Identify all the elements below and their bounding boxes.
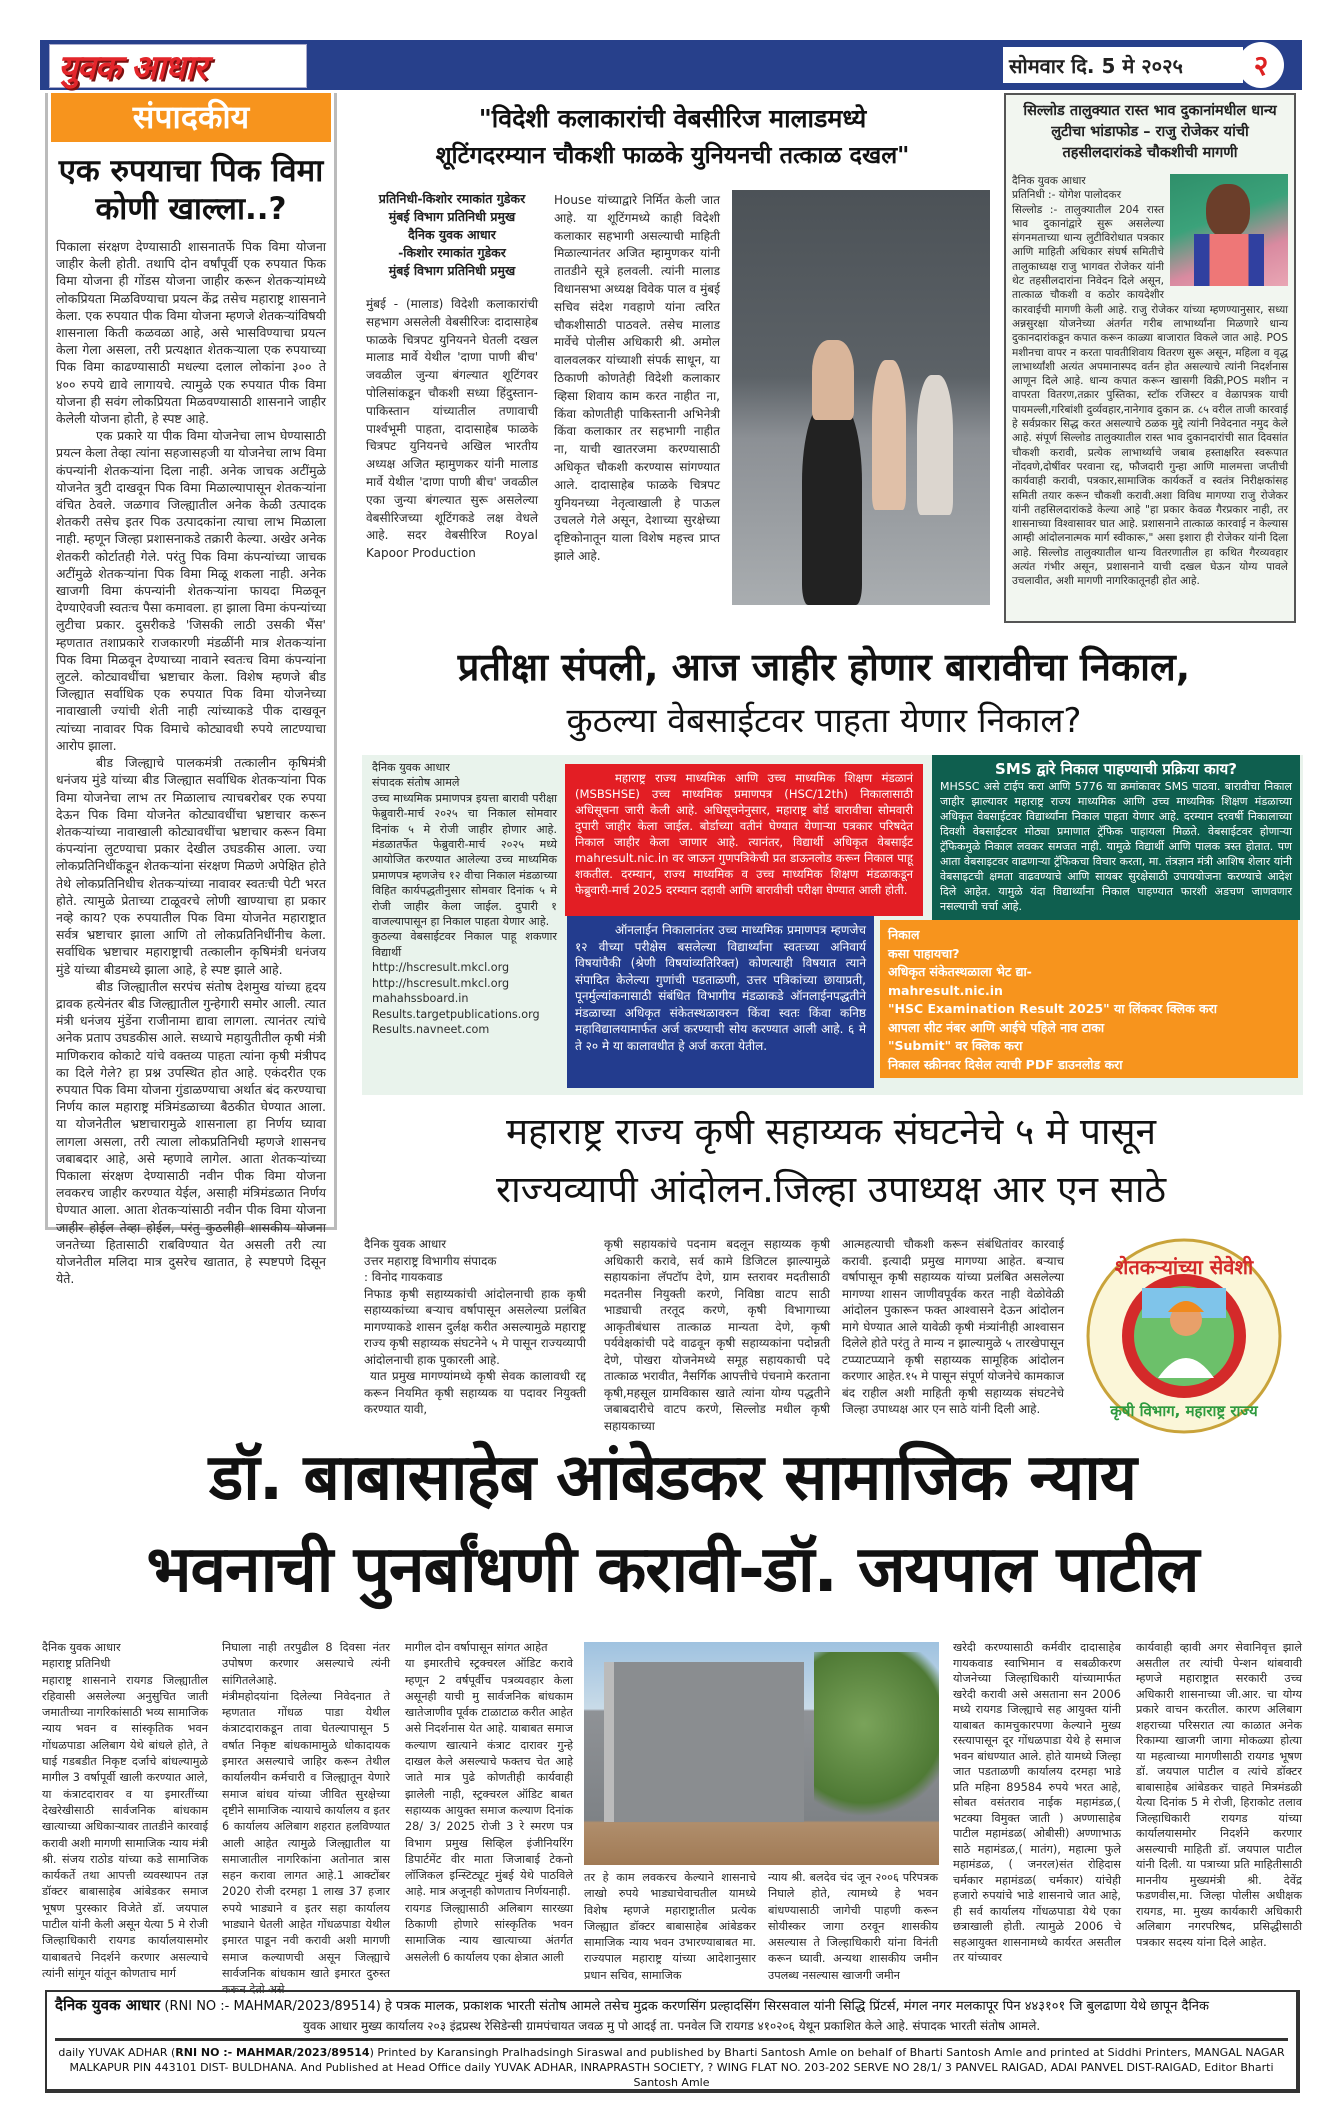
paragraph: एक प्रकारे या पीक विमा योजनेचा लाभ घेण्यासाठी प्रयत्न केला तेव्हा त्यांना सहजासहजी या योजनेचा लाभ विमा कंपन्यांनी शेतकऱ्यांना दिला नाही. अनेक जाचक अटींमुळे योजनेत त्रुटी दाखवून पिक विमा मिळाल्यापासून शेतकऱ्यांना वंचित ठेवले. जळगाव जिल्ह्यातील अनेक केळी उत्पादक शेतकरी तसेच इतर पिक उत्पादकांना त्याचा लाभ मिळाला नाही. म्हणून जिल्हा प्रशासनाकडे तक्रारी केल्या. अखेर अनेक शेतकरी कोर्टातही गेले. परंतु पिक विमा कंपन्यांच्या जाचक अटींमुळे शेतकऱ्यांना पिक विमा मिळू शकला नाही. अनेक खाजगी विमा कंपन्यांनी शेतकऱ्यांना फायदा मिळवून देण्याऐवजी स्वतःच पैसा कमावला. हा झाला विमा कंपन्यांच्या लुटीचा प्रकार. दुसरीकडे 'जिसकी लाठी उसकी भैंस' म्हणतात तशाप्रकारे राजकारणी मंडळींनी मात्र शेतकऱ्यांना पिक विमा मिळवून देण्याच्या नावाने स्वतःच विमा कंपन्यांना लुटले. कोट्यावधींचा भ्रष्टाचार केला. विशेष म्हणजे बीड जिल्ह्यात सर्वाधिक एक रुपयात पिक विमा योजनेच्या नावाखाली ज्यांची शेती नाही त्यांच्याकडे पीक दाखवून त्यांच्या नावावर पिक विमाचे कोट्यावधी रुपये लाटण्याचा आरोप झाला. [56, 428, 326, 753]
paragraph: पिकाला संरक्षण देण्यासाठी शासनातर्फे पिक विमा योजना जाहीर केली होती. तथापि दोन वर्षांपूर्वी एक रुपयात फिक विमा योजना ही गोंडस योजना जाहीर करून शेतकऱ्यांमध्ये लोकप्रियता मिळविण्याचा प्रयत्न केंद्र तसेच महाराष्ट्र शासनाने केला. एक रुपयात पीक विमा योजना म्हणजे शेतकऱ्यांविषयी शासनाला किती कळवळा आहे, असे भासविण्याचा प्रयत्न केला गेला असला, तरी प्रत्यक्षात शेतकऱ्याला एक रुपयाच्या पिक विमा काढण्यासाठी मधल्या दलाल लोकांना ३०० ते ४०० रुपये द्यावे लागायचे. त्यामुळे एक रुपयात पीक विमा योजना ही सवंग लोकप्रियता मिळवण्यासाठी शासनाने जाहीर केलेली योजना होती, हे स्पष्ट आहे. [56, 239, 326, 427]
newspaper-logo [49, 44, 307, 88]
footer-brand: दैनिक युवक आधार [55, 1996, 161, 2014]
results-headline: प्रतीक्षा संपली, आज जाहीर होणार बारावीचा निकाल, [457, 645, 1191, 689]
how-to-check-box [880, 920, 1298, 1078]
headline-line: महाराष्ट्र राज्य कृषी सहाय्यक संघटनेचे ५ मे पासून [505, 1110, 1157, 1153]
ambedkar-column-1 [42, 1640, 208, 1982]
revaluation-box: ऑनलाईन निकालानंतर उच्च माध्यमिक प्रमाणपत्र म्हणजेच १२ वीच्या परीक्षेस बसलेल्या विद्यार्थ्यांना स्वतःच्या अनिवार्य विषयांपैकी (श्रेणी विषयांव्यतिरिक्त) कोणत्याही विषयात त्याने संपादित केलेल्या गुणांची पडताळणी, उत्तर पत्रिकांच्या छायाप्रती, पूनर्मुल्यांकनासाठी संबंधित विभागीय मंडळाकडे ऑनलाईनपद्धतीने मंडळाच्या अधिकृत संकेतस्थळावरुन किंवा स्वतः किंवा कनिष्ठ महाविद्यालयामार्फत अर्ज करण्याची सोय करण्यात आली आहे. ६ मे ते २० मे या कालावधीत हे अर्ज करता येतील. [567, 916, 874, 1088]
paragraph: यात प्रमुख मागण्यांमध्ये कृषी सेवक कालावधी रद्द करून नियमित कृषी सहाय्यक या पदावर नियुक्ती करण्यात यावी, [364, 1369, 586, 1416]
article-column: मुंबई - (मालाड) विदेशी कलाकारांची सहभाग असलेली वेबसीरिजः दादासाहेब फाळके चित्रपट युनियनने घेतली दखल मालाड मार्वे येथील 'दाणा पाणी बीच' जवळील जुन्या बंगल्यात शूटिंगवर पोलिसांकडून चौकशी सध्या हिंदुस्तान-पाकिस्तान यांच्यातील तणावाची पार्श्वभूमी पाहता, दादासाहेब फाळके चित्रपट युनियनचे अखिल भारतीय अध्यक्ष अजित म्हामुणकर यांनी मालाड मार्वे येथील 'दाणा पाणी बीच' जवळील एका जुन्या बंगल्यात सुरू असलेल्या वेबसीरिजच्या शूटिंगकडे लक्ष वेधले आहे. सदर वेबसीरिज Royal Kapoor Production [366, 297, 538, 561]
editorial-body [56, 238, 326, 1287]
headline-line: डॉ. बाबासाहेब आंबेडकर सामाजिक न्याय [209, 1441, 1136, 1515]
issue-date: सोमवार दि. 5 मे २०२५ [1003, 47, 1243, 83]
results-subheadline: कुठल्या वेबसाईटवर पाहता येणार निकाल? [566, 701, 1082, 741]
headline-line: "विदेशी कलाकारांची वेबसीरिज मालाडमध्ये [478, 104, 867, 133]
byline-line: दैनिक युवक आधार [1012, 175, 1086, 187]
byline-line: : विनोद गायकवाड [364, 1270, 443, 1284]
step: mahresult.nic.in [888, 982, 1003, 998]
seal-top-text: शेतकऱ्यांच्या सेवेशी [1114, 1255, 1254, 1279]
sites-label: कुठल्या वेबसाईटवर निकाल पाहू शकणार विद्यार्थी [372, 930, 557, 959]
page-number: २ [1238, 42, 1284, 88]
footer-divider [55, 2038, 1288, 2041]
article-column: House यांच्याद्वारे निर्मित केली जात आहे. या शूटिंगमध्ये काही विदेशी कलाकार सहभागी असल्याची माहिती मिळाल्यानंतर अजित म्हामुणकर यांनी तातडीने सूत्रे हलवली. त्यांनी मालाड विधानसभा अध्यक्ष विवेक पाल व मुंबई सचिव संदेश गवहाणे यांना त्वरित चौकशीसाठी पाठवले. तसेच मालाड मार्वेचे पोलीस अधिकारी श्री. अमोल वालवलकर यांच्याशी संपर्क साधून, या ठिकाणी कोणतेही विदेशी कलाकार व्हिसा शिवाय काम करत नाहीत ना, किंवा कोणतीही पाकिस्तानी अभिनेत्री किंवा कलाकार तर सहभागी नाहीत ना, याची खातरजमा करण्यासाठी अधिकृत चौकशी करण्यास सांगण्यात आले. दादासाहेब फाळके चित्रपट युनियनच्या नेतृत्वाखाली हे पाऊल उचलले गेले असून, देशाच्या सुरक्षेच्या दृष्टिकोनातून याला विशेष महत्त्व प्राप्त झाले आहे. [554, 193, 720, 563]
step: कसा पाहायचा? [888, 945, 960, 961]
byline-line: संपादक संतोष आमले [372, 776, 460, 790]
footer-english-imprint [55, 2045, 1288, 2090]
msbshse-notice-box: महाराष्ट्र राज्य माध्यमिक आणि उच्च माध्यमिक शिक्षण मंडळानं (MSBSHSE) उच्च माध्यमिक प्रमाणपत्र (HSC/12th) निकालासाठी अधिसूचना जारी केली आहे. अधिसूचनेनुसार, महाराष्ट्र बोर्ड बारावीचा सोमवारी दुपारी जाहीर केला जाईल. बोर्डाच्या वतीनं घेण्यात येणाऱ्या पत्रकार परिषदेत निकाल जाहीर केला जाणार आहे. त्यानंतर, विद्यार्थी अधिकृत वेबसाईट mahresult.nic.in वर जाऊन गुणपत्रिकेची प्रत डाऊनलोड करून निकाल पाहू शकतील. दरम्यान, राज्य माध्यमिक व उच्च माध्यमिक शिक्षण मंडळाकडून फेब्रुवारी-मार्च 2025 दरम्यान दहावी आणि बारावीची परीक्षा घेण्यात आली होती. [565, 764, 923, 916]
byline-line: मुंबई विभाग प्रतिनिधी प्रमुख [388, 209, 516, 224]
seal-bottom-text: कृषी विभाग, महाराष्ट्र राज्य [1110, 1402, 1258, 1420]
footer-text: daily YUVAK ADHAR ( [58, 2046, 176, 2059]
footer-marathi-line: युवक आधार मुख्य कार्यालय २०३ इंद्रप्रस्थ रेसिडेन्सी ग्रामपंचायत जवळ मु पो आदई ता. पनवेल जि रायगड ४१०२०६ येथून प्रकाशित केले आहे. संपादक भारती संतोष आमले. [302, 2019, 1041, 2033]
headline-line: भवनाची पुनर्बांधणी करावी-डॉ. जयपाल पाटील [146, 1533, 1199, 1607]
byline-line: दैनिक युवक आधार [372, 761, 450, 774]
bhavan-building-photo [584, 1642, 939, 1865]
ambedkar-column-3: मागील दोन वर्षापासून सांगत आहेत या इमारतीचे स्ट्रक्चरल ऑडिट करावे म्हणून 2 वर्षपूर्वीच पत्रव्यवहार केला असूनही याची मु सार्वजनिक बांधकाम खातेजाणीव पूर्वक टाळाटाळ करीत आहेत असे निदर्शनास येत आहे. याबाबत समाज कल्याण खात्याने कंत्राट दारावर गुन्हे दाखल केले असल्याचे फक्तच चेत आहे जाते मात्र पुढे कोणतीही कार्यवाही झालेली नाही, स्ट्रक्चरल ऑडिट बाबत सहाय्यक आयुक्त समाज कल्याण दिनांक 28/ 3/ 2025 रोजी 3 रे स्मरण पत्र विभाग प्रमुख सिव्हिल इंजीनियरिंग डिपार्टमेंट वीर माता जिजाबाई टेकनो लॉजिकल इन्स्टिट्यूट मुंबई येथे पाठविले आहे. मात्र अजूनही कोणताच निर्णयनाही. रायगड जिल्ह्यासाठी अलिबाग सारख्या ठिकाणी होणारे सांस्कृतिक भवन सामाजिक न्याय खात्याच्या अंतर्गत असलेली 6 कार्यालय एका क्षेत्रात आली [405, 1641, 573, 1964]
ambedkar-column-5: न्याय श्री. बलदेव चंद जून २००६ परिपत्रक निघाले होते, त्यामध्ये हे भवन बांधण्यासाठी जागेची पाहणी करून सोयीस्कर जागा ठरवून शासकीय असल्यास ते जिल्हाधिकारी यांना विनंती करून घ्यावी. अन्यथा शासकीय जमीन उपलब्ध नसल्यास खाजगी जमीन [768, 1871, 938, 1982]
editorial-banner: संपादकीय [51, 93, 331, 142]
footer-text: ) Printed by Karansingh Pralhadsingh Siraswal and published by Bharti Santosh Amle on behalf of Bharti Santosh Amle and printed at Siddhi Printers, MANGAL NAGAR MALKAPUR PIN 443101 DIST- BULDHANA. And Published at Head Office daily YUVAK ADHAR, INRAPRASTH SOCIETY, ? WING FLAT NO. 203-202 SERVE NO 28/1/ 3 PANVEL RAIGAD, ADAI PANVEL DIST-RAIGAD, Editor Bharti Santosh Amle [69, 2046, 1285, 2089]
ambedkar-column-7: कार्यवाही व्हावी अगर सेवानिवृत्त झाले असतील तर त्यांची पेन्शन थांबवावी म्हणजे महाराष्ट्रात सरकारी उच्च अधिकारी शासनाच्या जी.आर. चा योग्य प्रकारे वाचन करतील. कारण अलिबाग शहराच्या परिसरात त्या काळात अनेक रिकाम्या खाजगी जागा मोकळ्या होत्या या महत्वाच्या मागणीसाठी रायगड भूषण डॉ. जयपाल पाटील व त्यांचे डॉक्टर बाबासाहेब आंबेडकर चाहते मित्रमंडळी येत्या दिनांक 5 मे रोजी, हिराकोट तलाव जिल्हाधिकारी रायगड यांच्या कार्यालयासमोर निदर्शने करणार असल्याची माहिती डॉ. जयपाल पाटील यांनी दिली. या पत्राच्या प्रति माहितीसाठी माननीय मुख्यमंत्री श्री. देवेंद्र फडणवीस,मा. जिल्हा पोलीस अधीक्षक रायगड, मा. मुख्य कार्यकारी अधिकारी अलिबाग नगरपरिषद, प्रसिद्धीसाठी पत्रकार सदस्य यांना दिले आहेत. [1136, 1641, 1302, 1949]
footer-marathi-line: (RNI NO :- MAHMAR/2023/89514) हे पत्रक मालक, प्रकाशक भारती संतोष आमले तसेच मुद्रक करणसिंग प्रल्हादसिंग सिरसवाल यांनी सिद्धि प्रिंटर्स, मंगल नगर मलकापूर पिन ४४३१०१ जि बुलढाणा येथे छापून दैनिक [160, 1999, 1210, 2014]
step: "Submit" वर क्लिक करा [888, 1038, 1023, 1053]
rni-number: RNI NO :- MAHMAR/2023/89514 [175, 2046, 370, 2059]
step: अधिकृत संकेतस्थळाला भेट द्या- [888, 964, 1032, 979]
headline-line: राज्यव्यापी आंदोलन.जिल्हा उपाध्यक्ष आर एन साठे [496, 1168, 1166, 1211]
result-website: http://hscresult.mkcl.org [372, 961, 510, 975]
article-body: सिल्लोड :- तालुक्यातील 204 रास्त भाव दुकानांद्वारे सुरू असलेल्या संगनमताच्या धान्य लुटीविरोधात पत्रकार आणि माहिती अधिकार संघर्ष समितीचे तालुकाध्यक्ष राजु भागवत रोजेकर यांनी थेट तहसीलदारांना निवेदन दिले असून, तात्काळ चौकशी व कठोर कायदेशीर कारवाईची मागणी केली आहे. राजु रोजेकर यांच्या म्हणण्यानुसार, सध्या अन्नसुरक्षा योजनेच्या अंतर्गत गरीब लाभार्थ्यांना मिळणारे धान्य दुकानदारांकडून कपात करून काळ्या बाजारात विकले जात आहे. POS मशीनचा वापर न करता पावतीशिवाय वितरण सुरू असून, महिला व वृद्ध लाभार्थ्यांशी अत्यंत अपमानास्पद वर्तन होत असल्याचे त्यांनी निदर्शनास आणून दिले आहे. धान्य कपात करून खासगी विक्री,POS मशीन न वापरता वितरण,तक्रार पुस्तिका, स्टॉक रजिस्टर व वेळापत्रक याची पायमल्ली,गरिबांशी दुर्व्यवहार,नानेगाव दुकान क्र. ८५ वरील ताजी कारवाई हे सर्वप्रकार सिद्ध करत असल्याचे ठळक मुद्दे त्यांनी निवेदनात नमुद केले आहे. संपूर्ण सिल्लोड तालुक्यातील रास्त भाव दुकानदारांची सात दिवसांत चौकशी करावी, प्रत्येक लाभार्थ्याचे जबाब हस्ताक्षरित स्वरूपात नोंदवणे,दोषींवर परवाना रद्द, फौजदारी गुन्हा आणि मालमत्ता जप्तीची कार्यवाही करावी, पत्रकार,सामाजिक कार्यकर्ते व स्वतंत्र निरीक्षकांसह समिती तयार करून चौकशी करावी.अशा विविध मागण्या राजु रोजेकर यांनी तहसिलदारांकडे केल्या आहे "हा प्रकार केवळ गैरप्रकार नाही, तर शासनाच्या विश्वासावर घात आहे. प्रशासनाने तात्काळ कारवाई न केल्यास आम्ही आंदोलनात्मक मार्ग स्वीकारू," असा इशारा ही रोजेकर यांनी दिला आहे. सिल्लोड तालुक्यातील धान्य वितरणातील हा कथित गैरव्यवहार अत्यंत गंभीर असून, प्रशासनाने याची दखल घेऊन योग्य पावले उचलावीत, अशी मागणी नागरिकातूनही होत आहे. [1012, 203, 1288, 588]
byline-line: -किशोर रमाकांत गुडेकर [398, 245, 506, 260]
shooting-byline [366, 190, 538, 563]
sms-box-body: MHSSC असे टाईप करा आणि 5776 या क्रमांकावर SMS पाठवा. बारावीचा निकाल जाहीर झाल्यावर महाराष्ट्र राज्य माध्यमिक आणि उच्च माध्यमिक शिक्षण मंडळाच्या अधिकृत वेबसाईटवर विद्यार्थ्यांना निकाल पाहता येणार आहे. दरम्यान दरवर्षी निकालाच्या दिवशी वेबसाईटवर मोठ्या प्रमाणात ट्रॅफिक पाहायला मिळते. वेबसाईटवर होणाऱ्या ट्रॅफिकमुळे निकाल लवकर समजत नाही. यामुळे विद्यार्थी आणि पालक त्रस्त होतात. पण आता वेबसाइटवर वाढणाऱ्या ट्रॅफिकचा विचार करता, मा. तंत्रज्ञान मंत्री आशिष शेलार यांनी वेबसाइटची क्षमता वाढवण्याचे आणि सायबर सुरक्षेसाठी उपाययोजना करण्याचे आदेश दिले आहेत. यामुळे यंदा विद्यार्थ्यांना निकाल पाहण्यात फारशी अडचण जाणवणार नसल्याची चर्चा आहे. [940, 780, 1292, 913]
agri-column-2: कृषी सहायकांचे पदनाम बदलून सहाय्यक कृषी अधिकारी करावे, सर्व कामे डिजिटल झाल्यामुळे सहायकांना लॅपटॉप देणे, ग्राम स्तरावर मदतीसाठी मदतनीस नियुक्ती करणे, निविष्ठा वाटप साठी भाड्याची तरतूद करणे, कृषी विभागाच्या आकृतीबंधास तात्काळ मान्यता देणे, कृषी पर्यवेक्षकांची पदे वाढवून कृषी सहाय्यकांना पदोन्नती देणे, पोखरा योजनेमध्ये समूह सहायकाची पदे तात्काळ भरावीत, नैसर्गिक आपत्तीचे पंचनामे करताना कृषी,महसूल ग्रामविकास खाते त्यांना योग्य पद्धतीने जबाबदारीचे वाटप करणे, सिल्लोड मधील कृषी सहायकाच्या [604, 1237, 830, 1433]
byline-line: उत्तर महाराष्ट्र विभागीय संपादक [364, 1253, 497, 1268]
agriculture-department-seal [1082, 1238, 1287, 1435]
byline-line: मुंबई विभाग प्रतिनिधी प्रमुख [388, 263, 516, 278]
ration-article [1004, 93, 1296, 623]
article-body: उच्च माध्यमिक प्रमाणपत्र इयत्ता बारावी परीक्षा फेब्रुवारी-मार्च २०२५ चा निकाल सोमवार दिनांक ५ मे रोजी जाहीर होणार आहे. मंडळातर्फेत फेब्रुवारी-मार्च २०२५ मध्ये आयोजित करण्यात आलेल्या उच्च माध्यमिक प्रमाणपत्र म्हणजेच १२ वीचा निकाल मंडळाच्या विहित कार्यपद्धतीनुसार सोमवार दिनांक ५ मे रोजी जाहीर केला जाईल. दुपारी १ वाजल्यापासून हा निकाल पाहता येणार आहे. [372, 791, 557, 929]
byline-line: दैनिक युवक आधार [42, 1641, 121, 1654]
sms-result-box [932, 755, 1300, 920]
headline-line: शूटिंगदरम्यान चौकशी फाळके युनियनची तत्काळ दखल" [435, 141, 910, 169]
masthead [40, 40, 1302, 90]
ambedkar-column-4: तर हे काम लवकरच केल्याने शासनाचे लाखो रुपये भाड्याचेवाचतील यामध्ये विशेष म्हणजे महाराष्ट्रातील प्रत्येक जिल्ह्यात डॉक्टर बाबासाहेब आंबेडकर सामाजिक न्याय भवन उभारण्याबाबत मा. राज्यपाल महाराष्ट्र यांच्या आदेशानुसार प्रधान सचिव, सामाजिक [584, 1871, 756, 1982]
result-website: Results.targetpublications.org [372, 1007, 540, 1021]
editorial-title: एक रुपयाचा पिक विमा कोणी खाल्ला..? [58, 153, 324, 227]
byline-line: दैनिक युवक आधार [364, 1237, 447, 1251]
agri-column-3: आत्महत्याची चौकशी करून संबंधितांवर कारवाई करावी. इत्यादी प्रमुख मागण्या आहेत. बऱ्याच वर्षापासून कृषी सहाय्यक यांच्या प्रलंबित असलेल्या मागण्या शासन जाणीवपूर्वक करत नाही वेळोवेळी आंदोलन पुकारून फक्त आश्वासने देऊन आंदोलन मागे घेण्यात आले यावेळी कृषी मंत्र्यांनीही आश्वासन दिलेले होते परंतु ते मान्य न झाल्यामुळे ५ तारखेपासून टप्प्याटप्प्याने कृषी सहाय्यक सामूहिक आंदोलन करणार आहेत.१५ मे पासून संपूर्ण योजनेचे कामकाज बंद राहील अशी माहिती कृषी सहाय्यक संघटनेचे जिल्हा उपाध्यक्ष आर एन साठे यांनी दिली आहे. [842, 1237, 1064, 1416]
step: निकाल [888, 927, 920, 942]
paragraph: निफाड कृषी सहाय्यकांची आंदोलनाची हाक कृषी सहाय्यकांच्या बऱ्याच वर्षापासून असलेल्या प्रलंबित मागण्याकडे शासन दुर्लक्ष करीत असल्यामुळे महाराष्ट्र राज्य कृषी सहाय्यक संघटनेने ५ मे पासून राज्यव्यापी आंदोलनाची हाक पुकारली आहे. [364, 1286, 586, 1367]
results-intro [372, 760, 557, 1038]
agri-column-1 [364, 1236, 586, 1418]
step: आपला सीट नंबर आणि आईचे पहिले नाव टाका [888, 1019, 1105, 1035]
imprint-footer [45, 1990, 1300, 2093]
paragraph: बीड जिल्ह्याचे पालकमंत्री तत्कालीन कृषिमंत्री धनंजय मुंडे यांच्या बीड जिल्ह्यात सर्वाधिक शेतकऱ्यांना पिक विमा योजनेचा लाभ तर मिळालाच त्याचबरोबर एक रुपया देऊन पिक विमा योजनेत कोट्यावधींचा भ्रष्टाचार करून शेतकऱ्यांच्या नावाखाली कोट्यावधींचा भ्रष्टाचार करून विमा कंपन्यांना लुटण्याचा प्रकार देखील उघडकीस आला. ज्या लोकप्रतिनिधींकडून शेतकऱ्यांना संरक्षण मिळणे अपेक्षित होते तेथे लोकप्रतिनिधीच शेतकऱ्यांच्या नावावर स्वतःची पेटी भरत होते. त्यामुळे प्रेताच्या टाळूवरचे लोणी खाण्याचा हा प्रकार नव्हे काय? एक रुपयातील पिक विमा योजनेत महाराष्ट्रात सर्वत्र भ्रष्टाचार झाला आणि तो लोकप्रतिनिधींनीच केला. सर्वाधिक भ्रष्टाचार महाराष्ट्राची तत्कालीन कृषिमंत्री धनंजय मुंडे यांच्या बीडमध्ये झाला आहे, हे स्पष्ट झाले आहे. [56, 755, 326, 977]
paragraph: बीड जिल्ह्यातील सरपंच संतोष देशमुख यांच्या हृदय द्रावक हत्येनंतर बीड जिल्ह्यातील गुन्हेगारी समोर आली. त्यात मंत्री धनंजय मुंडेंना राजीनामा द्यावा लागला. त्यानंतर त्यांचे अनेक प्रताप उघडकीस आले. सध्याचे महायुतीतील कृषी मंत्री माणिकराव कोकाटे यांचे वक्तव्य पाहता त्यांना कृषी मंत्रीपद का दिले गेले? हा प्रश्न उपस्थित होत आहे. एकंदरीत एक रुपयात पिक विमा योजना गुंडाळण्याचा अर्थात बंद करण्याचा निर्णय काल महाराष्ट्र मंत्रिमंडळाच्या बैठकीत घेण्यात आला. या योजनेतील भ्रष्टाचारामुळे शासनाला हा निर्णय घ्यावा लागला असला, तरी त्याला लोकप्रतिनिधी म्हणजे शासनच जबाबदार आहे, असे म्हणावे लागेल. आता शेतकऱ्यांच्या पिकाला संरक्षण देण्यासाठी नवीन पीक विमा योजना लवकरच जाहीर करण्यात येईल, असाही मंत्रिमंडळात निर्णय घेण्यात आला. आता शेतकऱ्यांसाठी नवीन पीक विमा योजना जाहीर होईल तेव्हा होईल, परंतु कुठलीही शासकीय योजना जनतेच्या हितासाठी राबविण्यात येत असली तरी त्या योजनेतील मलिदा मात्र दुसरेच खातात, हे स्पष्टपणे दिसून येते. [56, 978, 326, 1287]
ration-headline: सिल्लोड तालुक्यात रास्त भाव दुकानांमधील धान्य लुटीचा भांडाफोड – राजु रोजेकर यांची तहसीलदारांकडे चौकशीची मागणी [1023, 103, 1277, 161]
agri-headline [362, 1103, 1300, 1219]
result-website: Results.navneet.com [372, 1023, 490, 1037]
step: निकाल स्क्रीनवर दिसेल त्याची PDF डाउनलोड करा [888, 1056, 1123, 1072]
byline-line: प्रतिनिधी-किशोर रमाकांत गुडेकर [378, 191, 526, 206]
article-column: महाराष्ट्र शासनाने रायगड जिल्ह्यातील रहिवासी असलेल्या अनुसुचित जाती जमातीच्या नागरिकांसाठी भव्य सामाजिक न्याय भवन व सांस्कृतिक भवन गोंधळपाडा अलिबाग येथे बांधले होते, ते घाई गडबडीत निकृष्ट दर्जाचे बांधल्यामुळे मागील 3 वर्षापूर्वी खाली करण्यात आले, या कंत्राटदारावर व या इमारतींच्या देखरेखीसाठी सार्वजनिक बांधकाम खात्याच्या अधिकाऱ्यावर तातडीने कारवाई करावी अशी मागणी सामाजिक न्याय मंत्री श्री. संजय राठोड यांच्या कडे सामाजिक कार्यकर्ते तथा आपत्ती व्यवस्थापन तज्ञ डॉक्टर बाबासाहेब आंबेडकर समाज भूषण पुरस्कार विजेते डॉ. जयपाल पाटील यांनी केली असून येत्या 5 मे रोजी जिल्हाधिकारी रायगड कार्यालयासमोर याबाबतचे निदर्शने करणार असल्याचे त्यांनी सांगून यांतून कोणताच मार्ग [42, 1673, 208, 1980]
byline-line: महाराष्ट्र प्रतिनिधी [42, 1657, 111, 1671]
byline-line: प्रतिनिधी :- योगेश पालोदकर [1012, 189, 1122, 202]
result-website: http://hscresult.mkcl.org [372, 976, 510, 990]
editorial-column [45, 93, 337, 1287]
step: "HSC Examination Result 2025" या लिंकवर क्लिक करा [888, 1001, 1217, 1016]
ambedkar-column-2: निघाला नाही तरपुढील 8 दिवसा नंतर उपोषण करणार असल्याचे त्यंनी सांगितलेआहे. मंत्रीमहोदयांना दिलेल्या निवेदनात ते म्हणतात गोंधळ पाडा येथील कंत्राटदाराकडून तावा घेतल्यापासून 5 वर्षात निकृष्ट बांधकामामुळे धोकादायक इमारत असल्याचे जाहिर करून तेथील कार्यालयीन कर्मचारी व जिल्ह्यातून येणारे समाज बांधव यांच्या जीवित सुरक्षेच्या दृष्टीने सामाजिक न्यायाचे कार्यालय व इतर 6 कार्यालय अलिबाग शहरात हलविण्यात आली आहेत त्यामुळे जिल्ह्यातील या समाजातील नागरिकांना अतोनात त्रास सहन करावा लागत आहे.1 आक्टोंबर 2020 रोजी दरमहा 1 लाख 37 हजार रुपये भाड्याने व इतर सहा कार्यालय भाड्याने घेतली आहेत गोंधळपाडा येथील इमारत पाडून नवी करावी अशी मागणी समाज कल्याणची असून जिल्ह्याचे सार्वजनिक बांधकाम खाते इमारत दुरुस्त करून देतो असे [222, 1641, 390, 1997]
reporter-photo [1170, 174, 1288, 286]
shooting-photo [732, 190, 990, 605]
sms-box-title: SMS द्वारे निकाल पाहण्याची प्रक्रिया काय? [995, 760, 1237, 778]
ambedkar-headline [45, 1432, 1300, 1616]
ambedkar-column-6: खरेदी करण्यासाठी कर्मवीर दादासाहेब गायकवाड स्वाभिमान व सबळीकरण योजनेच्या जिल्हाधिकारी यांच्यामार्फत खरेदी करावी असे असताना सन 2006 मध्ये रायगड जिल्ह्याचे सह आयुक्त यांनी याबाबत कामचुकारपणा केल्याने मुख्य रस्त्यापासून दूर गोंधळपाडा येथे हे समाज भवन बांधण्यात आले. होते यामध्ये जिल्हा जात पडताळणी कार्यालय दरमहा भाडे प्रति महिना 89584 रुपये भरत आहे, सोबत वसंतराव नाईक महामंडळ,( भटक्या विमुक्त जाती ) अण्णासाहेब पाटील महामंडळ( ओबीसी) अण्णाभाऊ साठे महामंडळ,( मातंग), महात्मा फुले महामंडळ, ( जनरल)संत रोहिदास चर्मकार महामंडळ( चर्मकार) यांचेही हजारो रुपयांचे भाडे शासनाचे जात आहे, ही सर्व कार्यालय गोंधळपाडा येथे एका छत्राखाली होती. त्यामुळे 2006 चे सहआयुक्त शासनामध्ये कार्यरत असतील तर यांच्यावर [953, 1641, 1121, 1964]
byline-line: दैनिक युवक आधार [408, 227, 496, 242]
logo-text: युवक आधार [58, 48, 206, 88]
shooting-headline [345, 100, 1000, 174]
result-website: mahahssboard.in [372, 992, 469, 1006]
